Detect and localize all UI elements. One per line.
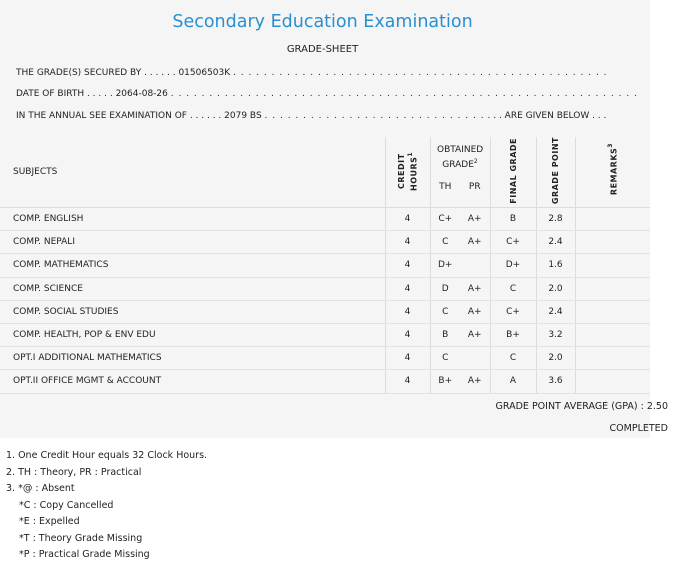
pr-grade-cell (460, 347, 490, 370)
pr-grade-cell: A+ (460, 208, 490, 231)
footnotes (6, 448, 207, 564)
final-grade-cell: B (490, 208, 536, 231)
th-grade-cell: C (430, 347, 460, 370)
pr-grade-cell: A+ (460, 231, 490, 254)
subject-cell: COMP. HEALTH, POP & ENV EDU (0, 323, 385, 346)
final-grade-cell: D+ (490, 254, 536, 277)
footnote: *E : Expelled (19, 516, 80, 527)
exam-line (16, 111, 606, 121)
credit-cell: 4 (385, 277, 430, 300)
footnote: *P : Practical Grade Missing (19, 549, 150, 560)
remarks-cell (575, 370, 650, 393)
pr-grade-cell: A+ (460, 277, 490, 300)
gpa-summary: GRADE POINT AVERAGE (GPA) : 2.50 (495, 401, 668, 412)
grade-point-cell: 2.4 (536, 231, 575, 254)
credit-cell: 4 (385, 208, 430, 231)
exam-label: IN THE ANNUAL SEE EXAMINATION OF . . . . . . (16, 111, 222, 121)
footnote: 1. One Credit Hour equals 32 Clock Hours. (6, 450, 208, 461)
dot-leader: . . . . . . . . . . . . . . . . . . . . . . . . . . . . . (264, 111, 485, 121)
final-grade-cell: A (490, 370, 536, 393)
footnote: 3. *@ : Absent (6, 483, 75, 494)
credit-cell: 4 (385, 370, 430, 393)
header-obtained-grade: OBTAINED GRADE$^2$ TH PR (430, 137, 490, 208)
grade-point-cell: 2.0 (536, 347, 575, 370)
final-grade-cell: C (490, 347, 536, 370)
grade-point-cell: 1.6 (536, 254, 575, 277)
subject-cell: COMP. NEPALI (0, 231, 385, 254)
header-grade-point: GRADE POINT (536, 137, 575, 208)
subject-cell: OPT.II OFFICE MGMT & ACCOUNT (0, 370, 385, 393)
sheet-subtitle: GRADE-SHEET (286, 44, 359, 55)
result-status: COMPLETED (609, 423, 668, 434)
final-grade-cell: C+ (490, 231, 536, 254)
grade-point-cell: 3.2 (536, 323, 575, 346)
credit-cell: 4 (385, 323, 430, 346)
grade-point-cell: 2.0 (536, 277, 575, 300)
table-row (0, 323, 650, 346)
subject-cell: COMP. MATHEMATICS (0, 254, 385, 277)
remarks-cell (575, 208, 650, 231)
grade-point-cell: 2.4 (536, 300, 575, 323)
remarks-cell (575, 347, 650, 370)
pr-grade-cell (460, 254, 490, 277)
th-grade-cell: C (430, 300, 460, 323)
dob-label: DATE OF BIRTH . . . . . (16, 89, 113, 99)
exam-suffix: . . . ARE GIVEN BELOW . . . (487, 111, 607, 121)
pr-grade-cell: A+ (460, 300, 490, 323)
footnote: *C : Copy Cancelled (19, 499, 114, 511)
final-grade-cell: C+ (490, 300, 536, 323)
symbol-number: 01506503K (178, 68, 231, 78)
dob-value: 2064-08-26 (115, 89, 168, 99)
header-credit-hours: CREDIT HOURS$^1$ (385, 137, 430, 208)
table-row (0, 347, 650, 370)
grade-secured-label: THE GRADE(S) SECURED BY . . . . . . (16, 68, 176, 78)
table-row (0, 254, 650, 277)
footnote: 2. TH : Theory, PR : Practical (6, 466, 142, 478)
header-th: TH (439, 182, 452, 192)
remarks-cell (575, 254, 650, 277)
credit-cell: 4 (385, 300, 430, 323)
final-grade-cell: B+ (490, 323, 536, 346)
subject-cell: COMP. SCIENCE (0, 277, 385, 300)
pr-grade-cell: A+ (460, 323, 490, 346)
table-row (0, 300, 650, 323)
exam-year: 2079 BS (224, 111, 262, 121)
credit-cell: 4 (385, 347, 430, 370)
credit-cell: 4 (385, 254, 430, 277)
remarks-cell (575, 300, 650, 323)
dot-leader: . . . . . . . . . . . . . . . . . . . . . . . . . . . . . . . . . . . . . . . . . . . . . . . . . . . . . . . . . . . . . (170, 89, 638, 99)
subject-cell: COMP. SOCIAL STUDIES (0, 300, 385, 323)
remarks-cell (575, 323, 650, 346)
table-row (0, 277, 650, 300)
footnote: *T : Theory Grade Missing (19, 532, 143, 544)
th-grade-cell: B (430, 323, 460, 346)
grade-point-cell: 3.6 (536, 370, 575, 393)
header-remarks: REMARKS$^3$ (575, 137, 650, 208)
th-grade-cell: B+ (430, 370, 460, 393)
header-subjects: SUBJECTS (0, 137, 385, 208)
header-pr: PR (468, 182, 481, 192)
dob-line (16, 89, 638, 99)
grade-point-cell: 2.8 (536, 208, 575, 231)
remarks-cell (575, 231, 650, 254)
final-grade-cell: C (490, 277, 536, 300)
subject-cell: COMP. ENGLISH (0, 208, 385, 231)
header-final-grade: FINAL GRADE (490, 137, 536, 208)
table-header-row (0, 137, 650, 208)
grade-secured-line (16, 68, 608, 78)
th-grade-cell: D+ (430, 254, 460, 277)
table-row (0, 370, 650, 393)
table-row (0, 208, 650, 231)
th-grade-cell: C+ (430, 208, 460, 231)
pr-grade-cell: A+ (460, 370, 490, 393)
credit-cell: 4 (385, 231, 430, 254)
remarks-cell (575, 277, 650, 300)
page-title: Secondary Education Examination (172, 12, 473, 32)
th-grade-cell: C (430, 231, 460, 254)
table-row (0, 231, 650, 254)
th-grade-cell: D (430, 277, 460, 300)
subject-cell: OPT.I ADDITIONAL MATHEMATICS (0, 347, 385, 370)
grades-table (0, 137, 650, 394)
dot-leader: . . . . . . . . . . . . . . . . . . . . . . . . . . . . . . . . . . . . . . . . . . . . . . . . . (233, 68, 608, 78)
